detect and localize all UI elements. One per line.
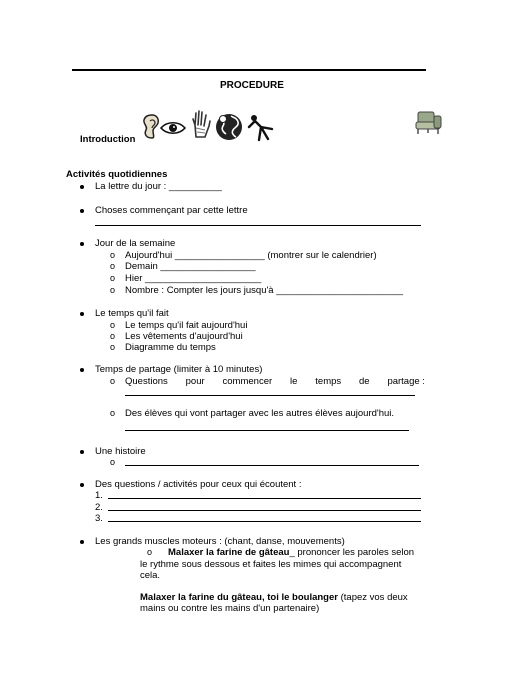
- sub-bullet: o: [110, 285, 116, 295]
- sub-bullet: o: [110, 376, 116, 386]
- day-tomorrow: Demain __________________: [125, 261, 256, 272]
- armchair-icon: [414, 110, 444, 136]
- bullet: [80, 540, 84, 544]
- weather-today: Le temps qu'il fait aujourd'hui: [125, 320, 248, 331]
- page-title: PROCEDURE: [220, 80, 284, 91]
- sub-bullet: o: [110, 408, 116, 418]
- sub-bullet: o: [110, 331, 116, 341]
- sharing-word: temps: [315, 376, 342, 387]
- answer-line: [125, 430, 409, 431]
- sharing-questions: [125, 376, 425, 387]
- header-rule: [72, 69, 426, 71]
- muscles-item1: [168, 547, 414, 558]
- questions-title: Des questions / activités pour ceux qui écoutent :: [95, 479, 302, 490]
- day-of-week-title: Jour de la semaine: [95, 238, 176, 249]
- answer-line: [125, 465, 419, 466]
- sub-bullet: o: [110, 273, 116, 283]
- muscles-item1-bold: Malaxer la farine de gâteau: [168, 547, 290, 558]
- day-yesterday: Hier ______________________: [125, 273, 262, 284]
- sub-bullet: o: [110, 250, 116, 260]
- things-with-letter: Choses commençant par cette lettre: [95, 205, 248, 216]
- sub-bullet: o: [147, 547, 153, 557]
- muscles-item1-line3: cela.: [140, 570, 161, 581]
- sharing-word: de: [359, 376, 370, 387]
- weather-title: Le temps qu'il fait: [95, 308, 169, 319]
- sub-bullet: o: [110, 261, 116, 271]
- letter-of-day: La lettre du jour : __________: [95, 181, 222, 192]
- question-number: 2.: [95, 502, 103, 513]
- muscles-item2-bold: Malaxer la farine du gâteau, toi le boulanger: [140, 592, 338, 603]
- sharing-word: le: [290, 376, 298, 387]
- sharing-word: Questions: [125, 376, 168, 387]
- sharing-word: partage :: [387, 376, 425, 387]
- day-count: Nombre : Compter les jours jusqu'à ________________________: [125, 285, 404, 296]
- sharing-title: Temps de partage (limiter à 10 minutes): [95, 364, 263, 375]
- muscles-item2-rest: (tapez vos deux: [337, 592, 408, 603]
- stretching-person-icon: [246, 113, 278, 143]
- bullet: [80, 312, 84, 316]
- ear-icon: [140, 114, 160, 140]
- muscles-item1-line2: le rythme sous dessous et faites les mimes qui accompagnent: [140, 559, 402, 570]
- weather-clothes: Les vêtements d'aujourd'hui: [125, 331, 243, 342]
- story-title: Une histoire: [95, 446, 146, 457]
- section-title-daily: Activités quotidiennes: [66, 169, 168, 180]
- sharing-students: Des élèves qui vont partager avec les autres élèves aujourd'hui.: [125, 408, 395, 419]
- answer-line: [95, 225, 421, 226]
- sub-bullet: o: [110, 320, 116, 330]
- eye-icon: [160, 121, 186, 135]
- muscles-item1-rest: _ prononcer les paroles selon: [289, 547, 415, 558]
- muscles-item2-line2: mains ou contre les mains d'un partenaire): [140, 603, 320, 614]
- intro-label: Introduction: [80, 134, 136, 145]
- answer-line: [108, 510, 421, 511]
- question-number: 1.: [95, 490, 103, 501]
- hand-icon: [190, 110, 212, 138]
- day-today: Aujourd'hui _________________ (montrer sur le calendrier): [125, 250, 377, 261]
- bullet: [80, 450, 84, 454]
- question-number: 3.: [95, 513, 103, 524]
- answer-line: [108, 521, 421, 522]
- muscles-item2: [140, 592, 408, 603]
- bullet: [80, 368, 84, 372]
- sharing-word: commencer: [222, 376, 273, 387]
- weather-diagram: Diagramme du temps: [125, 342, 216, 353]
- sharing-word: pour: [185, 376, 205, 387]
- bullet: [80, 209, 84, 213]
- answer-line: [108, 498, 421, 499]
- answer-line: [125, 395, 415, 396]
- muscles-title: Les grands muscles moteurs : (chant, danse, mouvements): [95, 536, 345, 547]
- bullet: [80, 185, 84, 189]
- bullet: [80, 483, 84, 487]
- sub-bullet: o: [110, 342, 116, 352]
- sub-bullet: o: [110, 457, 116, 467]
- globe-icon: [214, 112, 244, 142]
- bullet: [80, 242, 84, 246]
